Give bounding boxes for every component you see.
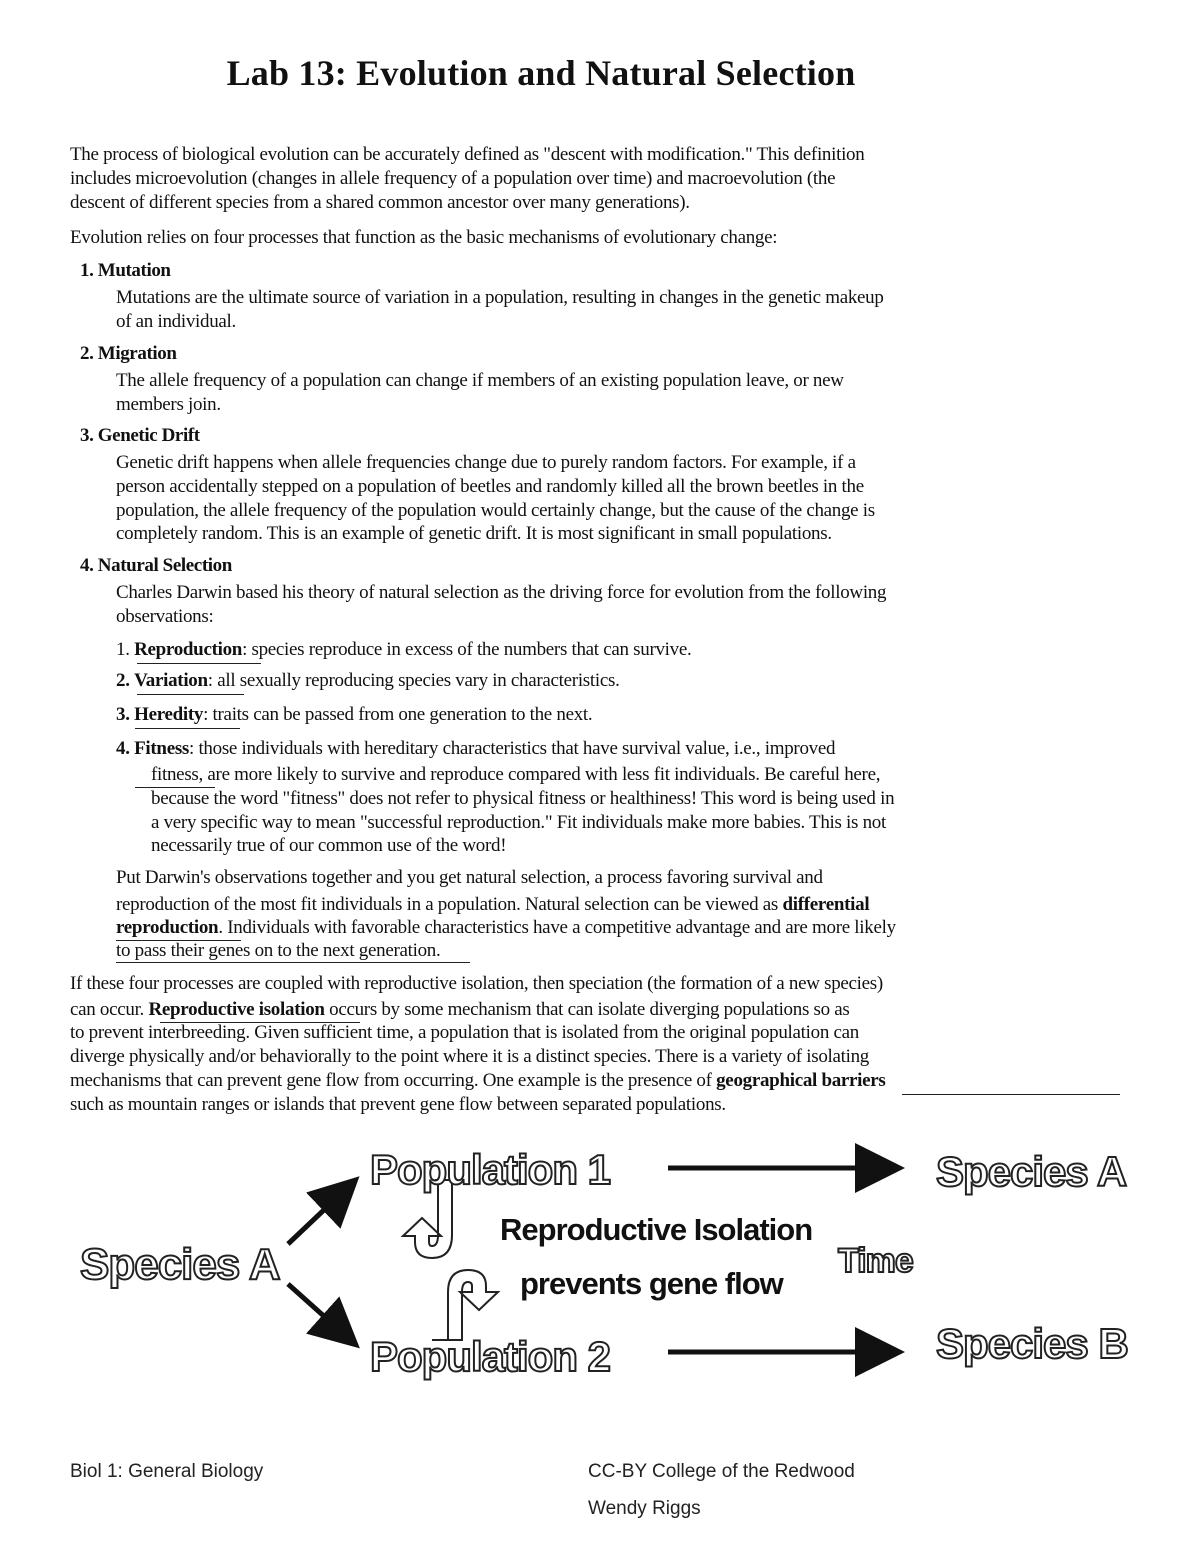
speciation-text: mechanisms that can prevent gene flow from occurring. One example is the presence of geographical barriers bbox=[70, 1070, 886, 1091]
fitness-text: necessarily true of our common use of the word! bbox=[151, 835, 507, 856]
observation-text: : species reproduce in excess of the numbers that can survive. bbox=[242, 639, 692, 660]
mechanism-text: Mutations are the ultimate source of variation in a population, resulting in changes in the genetic makeup bbox=[116, 287, 884, 308]
mechanism-text: population, the allele frequency of the population would certainly change, but the cause of the change is bbox=[116, 500, 875, 521]
darwin-text: Put Darwin's observations together and you get natural selection, a process favoring survival and bbox=[116, 867, 823, 888]
fitness-text: fitness, are more likely to survive and reproduce compared with less fit individuals. Be careful here, bbox=[151, 764, 881, 785]
observation-text: : all sexually reproducing species vary in characteristics. bbox=[207, 670, 620, 691]
speciation-diagram bbox=[70, 1130, 1130, 1410]
blocked-gene-flow-icon bbox=[403, 1180, 498, 1340]
page-title: Lab 13: Evolution and Natural Selection bbox=[226, 53, 856, 93]
observation-term: Fitness bbox=[134, 738, 190, 759]
mechanism-text: Charles Darwin based his theory of natural selection as the driving force for evolution from the following bbox=[116, 582, 887, 603]
intro-line: Evolution relies on four processes that function as the basic mechanisms of evolutionary change: bbox=[70, 227, 778, 248]
species-a-label: Species A bbox=[936, 1148, 1127, 1195]
observation-item bbox=[116, 669, 620, 693]
observation-term: Variation bbox=[134, 670, 208, 691]
footer-license: CC-BY College of the Redwood bbox=[588, 1461, 855, 1482]
mechanism-text: completely random. This is an example of genetic drift. It is most significant in small populations. bbox=[116, 523, 832, 544]
footer-course: Biol 1: General Biology bbox=[70, 1461, 264, 1482]
origin-species-label: Species A bbox=[80, 1240, 280, 1289]
gene-flow-label: prevents gene flow bbox=[520, 1266, 783, 1301]
speciation-text: such as mountain ranges or islands that prevent gene flow between separated populations. bbox=[70, 1094, 726, 1115]
mechanism-text: The allele frequency of a population can change if members of an existing population leave, or new bbox=[116, 370, 844, 391]
mechanism-text: observations: bbox=[116, 606, 214, 627]
mechanism-text: of an individual. bbox=[116, 311, 236, 332]
bold-term: reproduction bbox=[116, 917, 219, 938]
observation-item bbox=[116, 737, 835, 761]
observation-number: 3. bbox=[116, 704, 130, 725]
arrow-to-population-1 bbox=[288, 1190, 345, 1244]
population-1-label: Population 1 bbox=[370, 1146, 610, 1193]
species-b-label: Species B bbox=[936, 1320, 1128, 1367]
term-underline bbox=[137, 663, 261, 664]
speciation-text: to prevent interbreeding. Given sufficient time, a population that is isolated from the original population can bbox=[70, 1022, 859, 1043]
population-2-label: Population 2 bbox=[370, 1333, 610, 1380]
bold-term: differential bbox=[782, 894, 870, 915]
time-label: Time bbox=[838, 1242, 913, 1280]
observation-term: Heredity bbox=[134, 704, 204, 725]
mechanism-heading: 2. Migration bbox=[80, 343, 177, 364]
bold-term: geographical barriers bbox=[716, 1070, 886, 1091]
darwin-text: reproduction. Individuals with favorable characteristics have a competitive advantage and are more likely bbox=[116, 917, 896, 938]
speciation-text: diverge physically and/or behaviorally to the point where it is a distinct species. There is a variety of isolating bbox=[70, 1046, 869, 1067]
observation-text: : traits can be passed from one generation to the next. bbox=[203, 704, 593, 725]
term-underline bbox=[116, 962, 470, 963]
isolation-label: Reproductive Isolation bbox=[500, 1212, 813, 1247]
mechanism-text: Genetic drift happens when allele frequencies change due to purely random factors. For example, if a bbox=[116, 452, 856, 473]
observation-number: 2. bbox=[116, 670, 130, 691]
term-underline bbox=[135, 728, 240, 729]
mechanism-text: person accidentally stepped on a population of beetles and randomly killed all the brown beetles in the bbox=[116, 476, 864, 497]
term-underline bbox=[137, 694, 244, 695]
answer-blank-line bbox=[902, 1094, 1120, 1095]
observation-item bbox=[116, 638, 691, 662]
intro-line: The process of biological evolution can be accurately defined as "descent with modification." This definition bbox=[70, 144, 865, 165]
fitness-text: because the word "fitness" does not refer to physical fitness or healthiness! This word is being used in bbox=[151, 788, 895, 809]
arrow-to-population-2 bbox=[288, 1284, 345, 1335]
speciation-text: can occur. Reproductive isolation occurs by some mechanism that can isolate diverging populations so as bbox=[70, 999, 850, 1020]
mechanism-heading: 4. Natural Selection bbox=[80, 555, 232, 576]
observation-term: Reproduction bbox=[134, 639, 243, 660]
observation-item bbox=[116, 703, 592, 727]
footer-author: Wendy Riggs bbox=[588, 1498, 701, 1519]
mechanism-heading: 3. Genetic Drift bbox=[80, 425, 200, 446]
observation-number: 4. bbox=[116, 738, 130, 759]
mechanism-heading: 1. Mutation bbox=[80, 260, 171, 281]
observation-number: 1. bbox=[116, 639, 130, 660]
mechanism-text: members join. bbox=[116, 394, 221, 415]
observation-text: : those individuals with hereditary characteristics that have survival value, i.e., improved bbox=[189, 738, 836, 759]
darwin-text: reproduction of the most fit individuals in a population. Natural selection can be viewed as differential bbox=[116, 894, 870, 915]
fitness-text: a very specific way to mean "successful reproduction." Fit individuals make more babies. This is not bbox=[151, 812, 886, 833]
speciation-text: If these four processes are coupled with reproductive isolation, then speciation (the formation of a new species) bbox=[70, 973, 883, 994]
intro-line: descent of different species from a shared common ancestor over many generations). bbox=[70, 192, 690, 213]
darwin-text: to pass their genes on to the next generation. bbox=[116, 940, 441, 961]
bold-term: Reproductive isolation bbox=[148, 999, 325, 1020]
intro-line: includes microevolution (changes in allele frequency of a population over time) and macroevolution (the bbox=[70, 168, 836, 189]
